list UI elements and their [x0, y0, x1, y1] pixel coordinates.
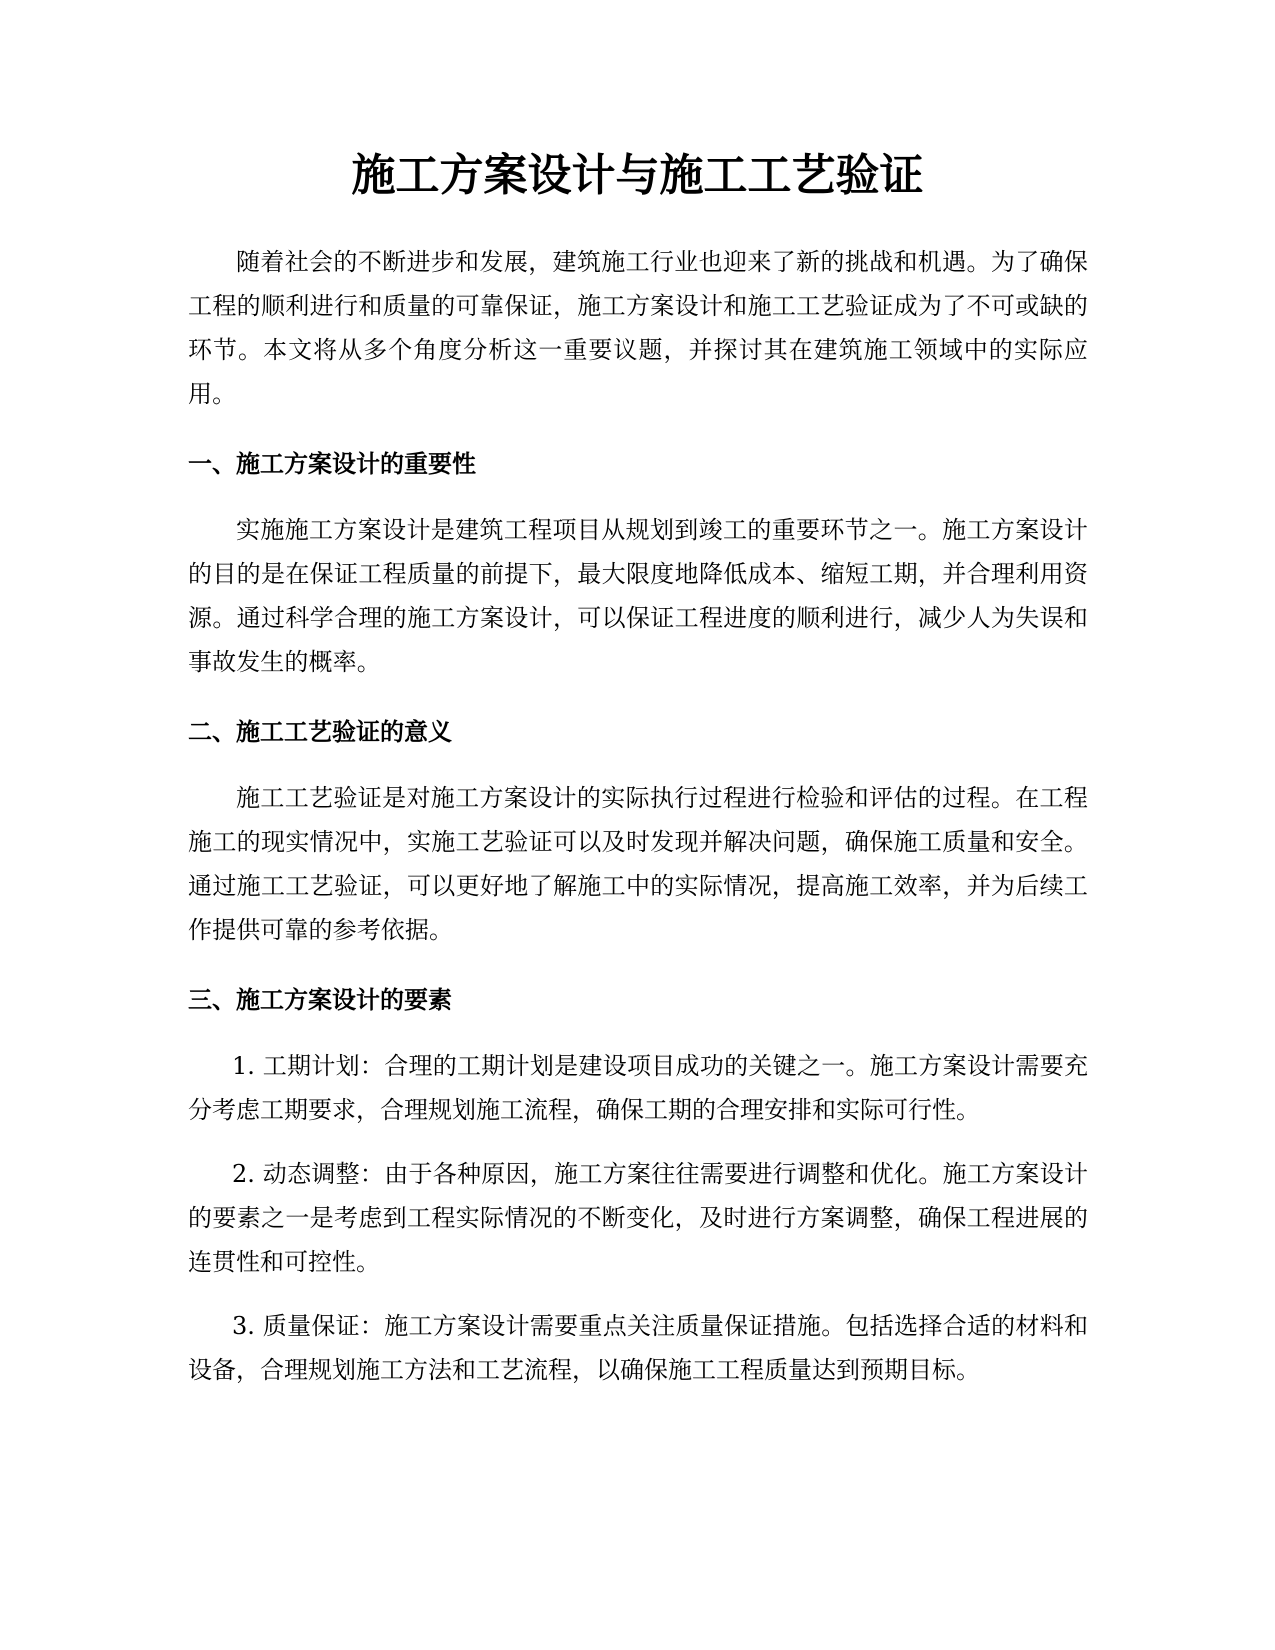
section-heading-1: 一、施工方案设计的重要性 [188, 450, 476, 478]
section-heading-2: 二、施工工艺验证的意义 [188, 718, 452, 746]
section-1-paragraph: 实施施工方案设计是建筑工程项目从规划到竣工的重要环节之一。施工方案设计的目的是在保证工程质量的前提下，最大限度地降低成本、缩短工期，并合理利用资源。通过科学合理的施工方案设计，可以保证工程进度的顺利进行，减少人为失误和事故发生的概率。 [188, 516, 1088, 676]
document-body [188, 240, 1088, 1412]
intro-paragraph: 随着社会的不断进步和发展，建筑施工行业也迎来了新的挑战和机遇。为了确保工程的顺利进行和质量的可靠保证，施工方案设计和施工工艺验证成为了不可或缺的环节。本文将从多个角度分析这一重要议题，并探讨其在建筑施工领域中的实际应用。 [188, 248, 1088, 408]
document-title: 施工方案设计与施工工艺验证 [351, 150, 924, 201]
list-item-adjustment: 2. 动态调整：由于各种原因，施工方案往往需要进行调整和优化。施工方案设计的要素之一是考虑到工程实际情况的不断变化，及时进行方案调整，确保工程进展的连贯性和可控性。 [188, 1160, 1088, 1276]
section-heading-3: 三、施工方案设计的要素 [188, 986, 452, 1014]
section-2-paragraph: 施工工艺验证是对施工方案设计的实际执行过程进行检验和评估的过程。在工程施工的现实情况中，实施工艺验证可以及时发现并解决问题，确保施工质量和安全。通过施工工艺验证，可以更好地了解施工中的实际情况，提高施工效率，并为后续工作提供可靠的参考依据。 [188, 784, 1088, 944]
list-item-schedule: 1. 工期计划：合理的工期计划是建设项目成功的关键之一。施工方案设计需要充分考虑工期要求，合理规划施工流程，确保工期的合理安排和实际可行性。 [188, 1052, 1088, 1124]
list-item-quality: 3. 质量保证：施工方案设计需要重点关注质量保证措施。包括选择合适的材料和设备，合理规划施工方法和工艺流程，以确保施工工程质量达到预期目标。 [188, 1312, 1088, 1384]
